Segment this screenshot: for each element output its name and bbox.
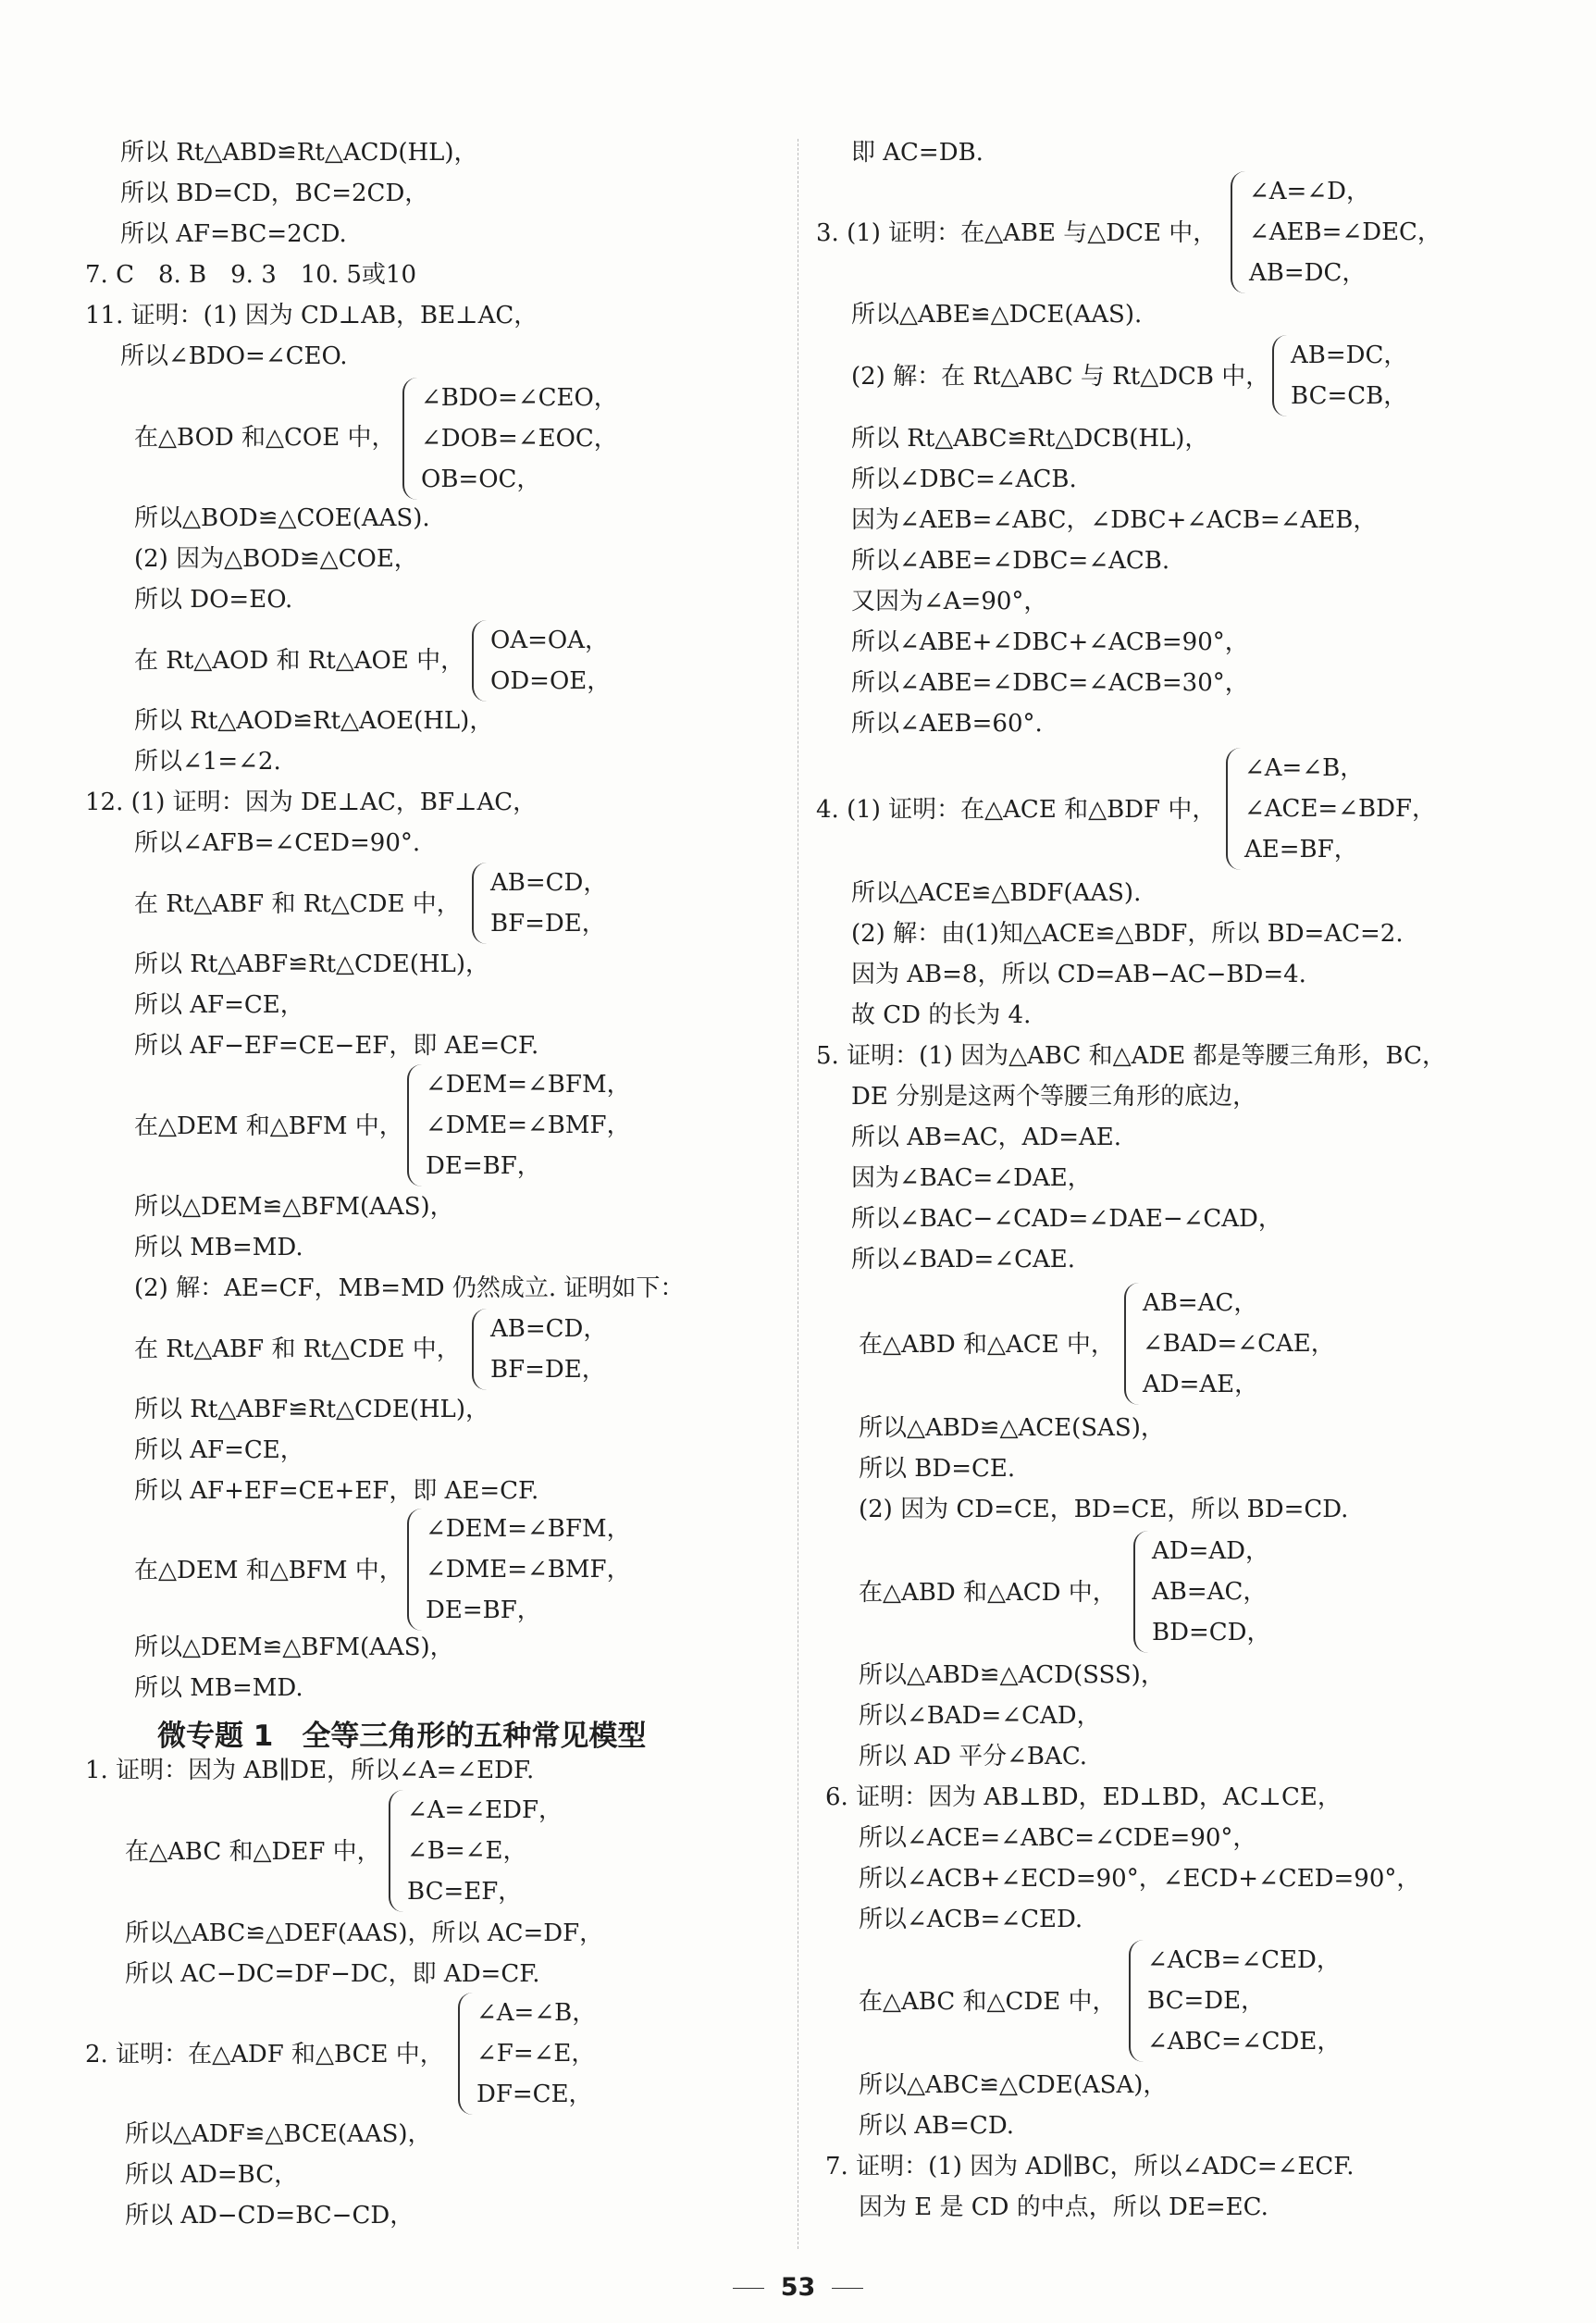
text-line: DE 分别是这两个等腰三角形的底边，	[851, 1083, 1257, 1111]
text-line: 在△BOD 和△COE 中，	[134, 424, 396, 452]
equation-line: DE=BF，	[426, 1596, 541, 1624]
equation-system	[1133, 1531, 1270, 1653]
text-line: (2) 因为△BOD≌△COE，	[134, 545, 418, 573]
page-number-dash	[832, 2288, 863, 2289]
page-number-value: 53	[780, 2273, 816, 2302]
question-6: 6. 证明：因为 AB⊥BD，ED⊥BD，AC⊥CE，	[825, 1783, 1342, 1811]
equation-line: BF=DE，	[490, 1356, 606, 1384]
equation-line: ∠DEM=∠BFM，	[426, 1071, 631, 1099]
text-line: 即 AC=DB.	[851, 139, 984, 167]
text-line: 所以∠ABE=∠DBC=∠ACB=30°，	[851, 669, 1249, 697]
text-line: 在△DEM 和△BFM 中，	[134, 1557, 403, 1584]
question-3: 3. (1) 证明：在△ABE 与△DCE 中，	[816, 219, 1218, 247]
equation-line: BD=CD，	[1152, 1619, 1271, 1646]
equation-line: OD=OE，	[490, 667, 612, 695]
text-line: 又因为∠A=90°，	[851, 588, 1048, 615]
equation-line: ∠DME=∠BMF，	[426, 1556, 631, 1584]
text-line: 所以△ADF≌△BCE(AAS)，	[125, 2120, 432, 2148]
equation-system	[1272, 335, 1407, 416]
text-line: 所以∠ACB=∠CED.	[859, 1906, 1083, 1933]
text-line: 所以 AC−DC=DF−DC，即 AD=CF.	[125, 1960, 540, 1988]
equation-line: AB=DC，	[1249, 259, 1367, 287]
text-line: 在△ABC 和△DEF 中，	[125, 1838, 381, 1866]
equation-line: AB=DC，	[1291, 342, 1408, 369]
text-line: 所以∠BAD=∠CAD，	[859, 1702, 1101, 1730]
text-line: 所以△ABD≌△ACD(SSS)，	[859, 1661, 1165, 1689]
text-line: 所以∠AFB=∠CED=90°.	[134, 829, 421, 857]
text-line: 所以∠1=∠2.	[134, 748, 281, 776]
equation-line: AB=AC，	[1152, 1578, 1268, 1606]
text-line: 所以△ABC≌△DEF(AAS)，所以 AC=DF，	[125, 1919, 604, 1947]
text-line: 所以 AF=BC=2CD.	[120, 220, 347, 248]
equation-line: ∠ACB=∠CED，	[1147, 1946, 1341, 1974]
text-line: 所以 AF=CE，	[134, 1436, 304, 1464]
equation-system	[407, 1064, 631, 1186]
text-line: 所以 BD=CE.	[859, 1455, 1016, 1483]
question-12: 12. (1) 证明：因为 DE⊥AC，BF⊥AC，	[85, 789, 538, 816]
equation-line: ∠BAD=∠CAE，	[1143, 1330, 1335, 1358]
text-line: 所以 MB=MD.	[134, 1234, 303, 1261]
equation-line: OA=OA，	[490, 627, 609, 654]
equation-line: ∠F=∠E，	[476, 2040, 596, 2068]
equation-system	[402, 378, 618, 500]
text-line: 所以∠ACB+∠ECD=90°，∠ECD+∠CED=90°，	[859, 1865, 1421, 1893]
text-line: 所以 AB=AC，AD=AE.	[851, 1124, 1122, 1151]
text-line: 所以 MB=MD.	[134, 1674, 303, 1702]
answer-line: 7. C 8. B 9. 3 10. 5或10	[85, 261, 416, 289]
text-line: 所以△ABE≌△DCE(AAS).	[851, 301, 1143, 329]
equation-line: ∠DEM=∠BFM，	[426, 1515, 631, 1543]
question-4: 4. (1) 证明：在△ACE 和△BDF 中，	[816, 796, 1217, 824]
text-line: 所以∠AEB=60°.	[851, 710, 1043, 738]
page-number	[0, 2273, 1596, 2302]
equation-line: AB=CD，	[490, 869, 608, 897]
text-line: 所以 AB=CD.	[859, 2112, 1015, 2140]
text-line: 所以△BOD≌△COE(AAS).	[134, 504, 430, 532]
equation-line: OB=OC，	[421, 466, 541, 493]
equation-line: BC=DE，	[1147, 1987, 1266, 2015]
text-line: 所以 Rt△ABF≌Rt△CDE(HL)，	[134, 950, 489, 978]
equation-system	[1129, 1940, 1341, 2062]
text-line: 在△ABD 和△ACD 中，	[859, 1579, 1117, 1607]
text-line: 所以△ABC≌△CDE(ASA)，	[859, 2071, 1168, 2099]
text-line: 所以 Rt△ABD≌Rt△ACD(HL)，	[120, 139, 478, 167]
text-line: 在 Rt△ABF 和 Rt△CDE 中，	[134, 1335, 461, 1363]
text-line: 在 Rt△ABF 和 Rt△CDE 中，	[134, 890, 461, 918]
text-line: 所以 Rt△AOD≌Rt△AOE(HL)，	[134, 707, 494, 735]
equation-line: AD=AE，	[1143, 1371, 1259, 1398]
text-line: 所以 AD−CD=BC−CD，	[125, 2202, 414, 2230]
text-line: 在△ABD 和△ACE 中，	[859, 1331, 1115, 1359]
equation-system	[472, 620, 611, 702]
equation-line: ∠A=∠B，	[1244, 754, 1365, 782]
text-line: 所以△ACE≌△BDF(AAS).	[851, 879, 1142, 907]
text-line: (2) 因为 CD=CE，BD=CE，所以 BD=CD.	[859, 1496, 1349, 1523]
equation-line: DE=BF，	[426, 1152, 541, 1180]
equation-system	[407, 1509, 631, 1631]
equation-line: DF=CE，	[476, 2081, 593, 2108]
text-line: 在△ABC 和△CDE 中，	[859, 1988, 1117, 2016]
text-line: (2) 解：在 Rt△ABC 与 Rt△DCB 中，	[851, 363, 1270, 391]
equation-system	[472, 863, 607, 944]
equation-line: ∠ACE=∠BDF，	[1244, 795, 1436, 823]
text-line: 所以 AD 平分∠BAC.	[859, 1743, 1088, 1770]
text-line: 因为∠AEB=∠ABC，∠DBC+∠ACB=∠AEB，	[851, 506, 1378, 534]
text-line: 所以△DEM≌△BFM(AAS)，	[134, 1634, 454, 1661]
equation-line: AD=AD，	[1152, 1537, 1270, 1565]
text-line: 所以 AF+EF=CE+EF，即 AE=CF.	[134, 1477, 539, 1505]
text-line: 所以∠ACE=∠ABC=∠CDE=90°，	[859, 1824, 1257, 1852]
text-line: 所以∠ABE=∠DBC=∠ACB.	[851, 547, 1170, 575]
equation-line: ∠A=∠D，	[1249, 178, 1370, 205]
equation-line: ∠BDO=∠CEO，	[421, 384, 618, 412]
text-line: 所以 AF=CE，	[134, 991, 304, 1019]
equation-system	[1231, 171, 1441, 293]
text-line: 所以 BD=CD，BC=2CD，	[120, 180, 429, 207]
equation-line: ∠ABC=∠CDE，	[1147, 2028, 1342, 2056]
equation-system	[1124, 1283, 1335, 1405]
text-line: 所以△DEM≌△BFM(AAS)，	[134, 1193, 454, 1221]
text-line: 所以 Rt△ABC≌Rt△DCB(HL)，	[851, 425, 1209, 453]
text-line: 所以 AD=BC，	[125, 2161, 299, 2189]
text-line: 所以 AF−EF=CE−EF，即 AE=CF.	[134, 1032, 539, 1060]
equation-line: AE=BF，	[1244, 836, 1358, 863]
text-line: 所以∠BAC−∠CAD=∠DAE−∠CAD，	[851, 1205, 1282, 1233]
equation-line: BC=CB，	[1291, 382, 1408, 410]
text-line: 所以∠DBC=∠ACB.	[851, 466, 1077, 493]
text-line: 因为 AB=8，所以 CD=AB−AC−BD=4.	[851, 961, 1306, 988]
text-line: 所以 DO=EO.	[134, 586, 293, 614]
equation-system	[389, 1790, 563, 1912]
question-1: 1. 证明：因为 AB∥DE，所以∠A=∠EDF.	[85, 1757, 535, 1784]
equation-line: ∠AEB=∠DEC，	[1249, 218, 1441, 246]
text-line: 所以∠ABE+∠DBC+∠ACB=90°，	[851, 628, 1249, 656]
equation-system	[472, 1309, 607, 1390]
equation-line: ∠A=∠B，	[476, 1999, 597, 2027]
equation-system	[458, 1993, 596, 2115]
question-2: 2. 证明：在△ADF 和△BCE 中，	[85, 2041, 444, 2068]
equation-line: ∠B=∠E，	[407, 1837, 527, 1865]
text-line: 在△DEM 和△BFM 中，	[134, 1112, 403, 1140]
text-line: 所以 Rt△ABF≌Rt△CDE(HL)，	[134, 1396, 489, 1423]
text-line: 所以△ABD≌△ACE(SAS)，	[859, 1414, 1165, 1442]
section-title: 微专题 1 全等三角形的五种常见模型	[157, 1720, 647, 1753]
text-line: 因为 E 是 CD 的中点，所以 DE=EC.	[859, 2193, 1268, 2221]
equation-line: ∠A=∠EDF，	[407, 1796, 563, 1824]
equation-line: ∠DME=∠BMF，	[426, 1112, 631, 1139]
text-line: (2) 解：AE=CF，MB=MD 仍然成立. 证明如下：	[134, 1274, 685, 1302]
question-11: 11. 证明：(1) 因为 CD⊥AB，BE⊥AC，	[85, 302, 538, 329]
text-line: 所以∠BAD=∠CAE.	[851, 1246, 1075, 1273]
equation-line: AB=CD，	[490, 1315, 608, 1343]
question-7: 7. 证明：(1) 因为 AD∥BC，所以∠ADC=∠ECF.	[825, 2153, 1355, 2180]
equation-line: ∠DOB=∠EOC，	[421, 425, 618, 453]
text-line: 所以∠BDO=∠CEO.	[120, 342, 348, 370]
text-line: 在 Rt△AOD 和 Rt△AOE 中，	[134, 647, 465, 675]
equation-system	[1226, 748, 1436, 870]
text-line: 故 CD 的长为 4.	[851, 1001, 1032, 1029]
page-number-dash	[733, 2288, 764, 2289]
question-5: 5. 证明：(1) 因为△ABC 和△ADE 都是等腰三角形，BC，	[816, 1042, 1447, 1070]
text-line: (2) 解：由(1)知△ACE≌△BDF，所以 BD=AC=2.	[851, 920, 1404, 948]
equation-line: AB=AC，	[1143, 1289, 1258, 1317]
text-line: 因为∠BAC=∠DAE，	[851, 1164, 1092, 1192]
equation-line: BF=DE，	[490, 910, 606, 938]
equation-line: BC=EF，	[407, 1878, 523, 1906]
